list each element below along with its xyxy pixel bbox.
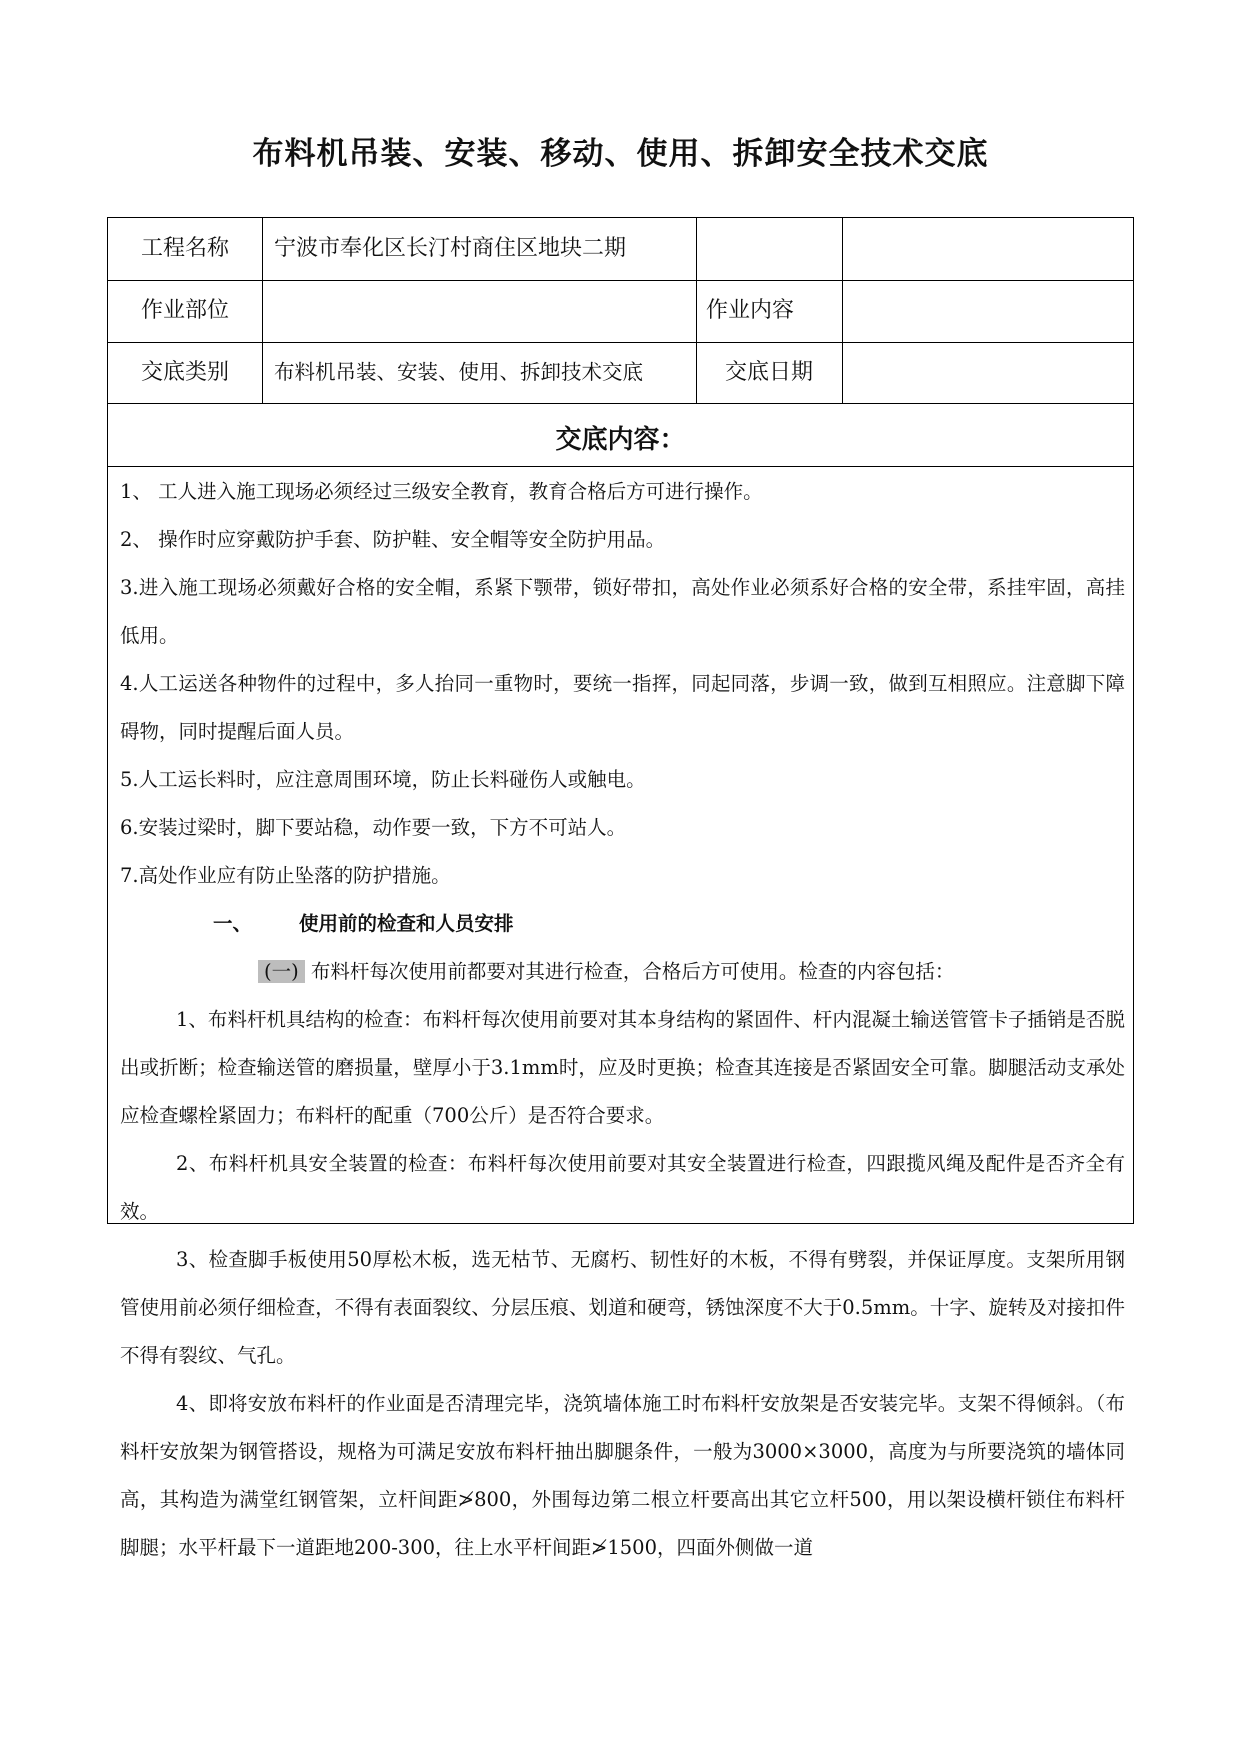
paragraph: 7.高处作业应有防止坠落的防护措施。 [120,864,451,887]
work-location-value [274,280,694,342]
paragraph: 1、 工人进入施工现场必须经过三级安全教育，教育合格后方可进行操作。 [120,480,763,503]
column-divider [842,218,843,403]
row-divider [108,466,1133,467]
disclosure-table [107,217,1134,1559]
paragraph: 4.人工运送各种物件的过程中，多人抬同一重物时，要统一指挥，同起同落，步调一致，做到互相照应。注意脚下障碍物，同时提醒后面人员。 [120,672,1125,743]
work-location-label: 作业部位 [140,298,229,323]
paragraph: 1、布料杆机具结构的检查：布料杆每次使用前要对其本身结构的紧固件、杆内混凝土输送管管卡子插销是否脱出或折断；检查输送管的磨损量，壁厚小于3.1mm时，应及时更换；检查其连接是否紧固安全可靠。脚腿活动支承处应检查螺栓紧固力；布料杆的配重（700公斤）是否符合要求。 [120,1008,1125,1127]
paragraph: 4、即将安放布料杆的作业面是否清理完毕，浇筑墙体施工时布料杆安放架是否安装完毕。支架不得倾斜。（布料杆安放架为钢管搭设，规格为可满足安放布料杆抽出脚腿条件，一般为3000×3000，高度为与所要浇筑的墙体同高，其构造为满堂红钢管架，立杆间距≯800，外围每边第二根立杆要高出其它立杆500，用以架设横杆锁住布料杆脚腿；水平杆最下一道距地200-300，往上水平杆间距≯1500，四面外侧做一道 [120,1392,1125,1559]
paragraph: 3、检查脚手板使用50厚松木板，选无枯节、无腐朽、韧性好的木板，不得有劈裂，并保证厚度。支架所用钢管使用前必须仔细检查，不得有表面裂纹、分层压痕、划道和硬弯，锈蚀深度不大于0.5mm。十字、旋转及对接扣件不得有裂纹、气孔。 [120,1248,1125,1367]
paragraph: 5.人工运长料时，应注意周围环境，防止长料碰伤人或触电。 [120,768,646,791]
paragraph: 2、 操作时应穿戴防护手套、防护鞋、安全帽等安全防护用品。 [120,528,666,551]
content-heading: 交底内容： [555,425,686,455]
project-name-label: 工程名称 [140,236,229,261]
work-content-value [854,280,1124,342]
document-title: 布料机吊装、安装、移动、使用、拆卸安全技术交底 [252,136,989,172]
subsection-heading [120,948,1125,996]
disclosure-content [120,468,1125,1572]
disclosure-type-label: 交底类别 [140,359,229,385]
section-heading [120,900,1125,948]
work-content-label: 作业内容 [706,298,795,323]
paragraph: 2、布料杆机具安全装置的检查：布料杆每次使用前要对其安全装置进行检查，四跟揽风绳及配件是否齐全有效。 [120,1152,1125,1223]
disclosure-date-value [854,342,1124,403]
section-title: 使用前的检查和人员安排 [299,912,514,935]
subsection-marker: (一) [258,960,305,983]
project-name-value: 宁波市奉化区长汀村商住区地块二期 [274,236,627,261]
blank-label-cell [696,218,842,280]
row-divider [108,403,1133,404]
section-number: 一、 [213,912,253,935]
blank-value-cell [854,218,1124,280]
subsection-text: 布料杆每次使用前都要对其进行检查，合格后方可使用。检查的内容包括： [310,960,955,983]
disclosure-date-label: 交底日期 [724,359,813,385]
paragraph: 6.安装过梁时，脚下要站稳，动作要一致，下方不可站人。 [120,816,627,839]
disclosure-type-value: 布料机吊装、安装、使用、拆卸技术交底 [274,360,643,385]
column-divider [262,218,263,403]
paragraph: 3.进入施工现场必须戴好合格的安全帽，系紧下颚带，锁好带扣，高处作业必须系好合格的安全带，系挂牢固，高挂低用。 [120,576,1125,647]
